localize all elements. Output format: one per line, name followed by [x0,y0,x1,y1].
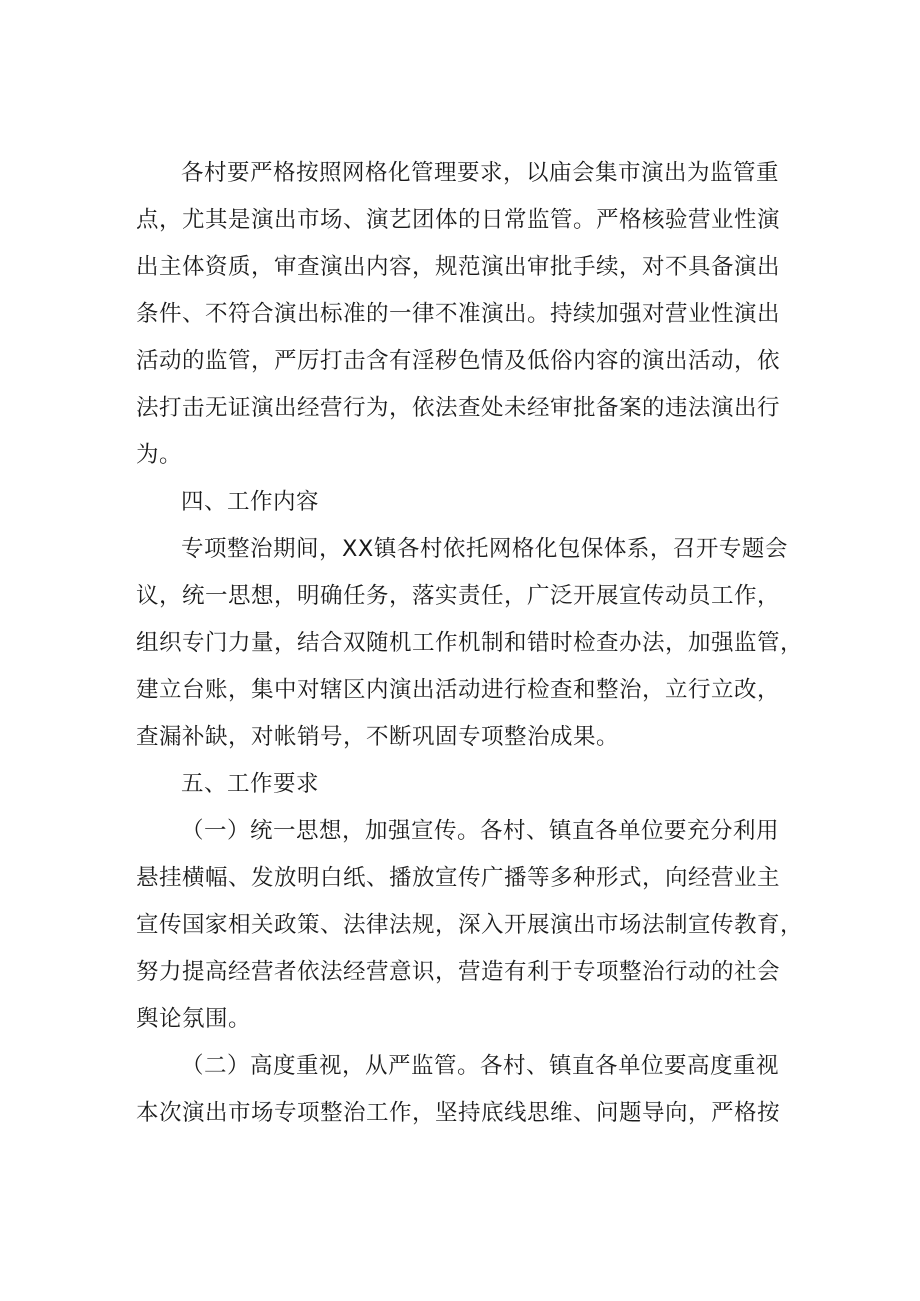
paragraph-line: 专项整治期间，XX镇各村依托网格化包保体系，召开专题会 [181,536,788,562]
paragraph-line: 宣传国家相关政策、法律法规，深入开展演出市场法制宣传教育， [136,912,804,938]
paragraph-line: （一）统一思想，加强宣传。各村、镇直各单位要充分利用 [181,818,780,844]
paragraph-line: 出主体资质，审查演出内容，规范演出审批手续，对不具备演出 [136,254,781,280]
paragraph-line: 活动的监管，严厉打击含有淫秽色情及低俗内容的演出活动，依 [136,348,781,374]
section-heading: 五、工作要求 [181,771,320,797]
paragraph-line: 努力提高经营者依法经营意识，营造有利于专项整治行动的社会 [136,959,781,985]
paragraph-line: 议，统一思想，明确任务，落实责任，广泛开展宣传动员工作， [136,583,781,609]
paragraph-line: （二）高度重视，从严监管。各村、镇直各单位要高度重视 [181,1053,780,1079]
paragraph-line: 点，尤其是演出市场、演艺团体的日常监管。严格核验营业性演 [136,207,781,233]
paragraph-line: 建立台账，集中对辖区内演出活动进行检查和整治，立行立改， [136,677,781,703]
paragraph-line: 法打击无证演出经营行为，依法查处未经审批备案的违法演出行 [136,395,781,421]
paragraph-line: 舆论氛围。 [136,1006,252,1032]
paragraph-line: 为。 [136,442,183,468]
paragraph-line: 组织专门力量，结合双随机工作机制和错时检查办法，加强监管， [136,630,804,656]
paragraph-line: 本次演出市场专项整治工作，坚持底线思维、问题导向，严格按 [136,1100,781,1126]
section-heading: 四、工作内容 [181,489,320,515]
paragraph-line: 条件、不符合演出标准的一律不准演出。持续加强对营业性演出 [136,301,781,327]
paragraph-line: 悬挂横幅、发放明白纸、播放宣传广播等多种形式，向经营业主 [136,865,781,891]
paragraph-line: 查漏补缺，对帐销号，不断巩固专项整治成果。 [136,724,620,750]
paragraph-line: 各村要严格按照网格化管理要求，以庙会集市演出为监管重 [181,160,780,186]
